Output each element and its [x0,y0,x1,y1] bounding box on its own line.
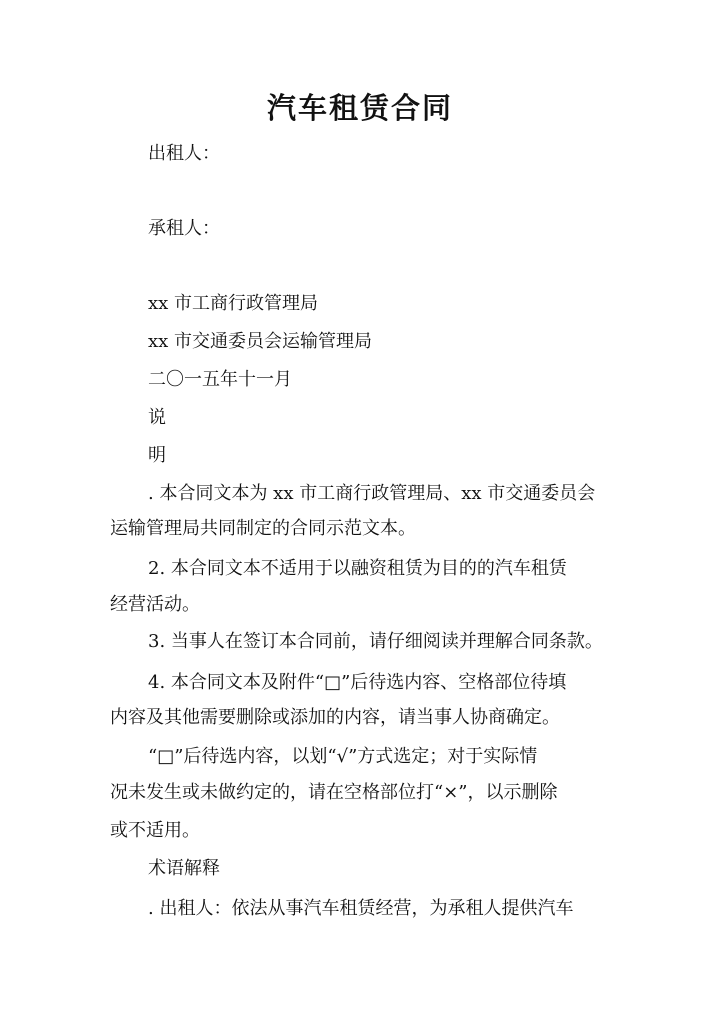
paragraph-line: 4. 本合同文本及附件“□”后待选内容、空格部位待填 [148,672,567,693]
issue-date: 二〇一五年十一月 [148,369,292,390]
section-heading-char-1: 说 [148,407,166,428]
document-title: 汽车租赁合同 [266,91,453,125]
paragraph-line: . 本合同文本为 xx 市工商行政管理局、xx 市交通委员会 [148,483,596,504]
paragraph-line: 2. 本合同文本不适用于以融资租赁为目的的汽车租赁 [148,558,567,579]
lessee-label: 承租人： [148,218,220,239]
paragraph-line: 或不适用。 [110,820,200,841]
lessor-label: 出租人： [148,143,220,164]
paragraph-line: 经营活动。 [110,594,200,615]
section-heading-char-2: 明 [148,445,166,466]
paragraph-line: 内容及其他需要删除或添加的内容，请当事人协商确定。 [110,707,560,728]
paragraph-line: 3. 当事人在签订本合同前，请仔细阅读并理解合同条款。 [148,631,603,652]
issuer-line-1: xx 市工商行政管理局 [148,293,319,314]
issuer-line-2: xx 市交通委员会运输管理局 [148,331,373,352]
paragraph-line: “□”后待选内容，以划“√”方式选定；对于实际情 [148,746,538,767]
paragraph-line: 况未发生或未做约定的，请在空格部位打“×”，以示删除 [110,782,558,803]
terms-heading: 术语解释 [148,858,220,879]
paragraph-line: . 出租人：依法从事汽车租赁经营，为承租人提供汽车 [148,898,574,919]
paragraph-line: 运输管理局共同制定的合同示范文本。 [110,518,416,539]
